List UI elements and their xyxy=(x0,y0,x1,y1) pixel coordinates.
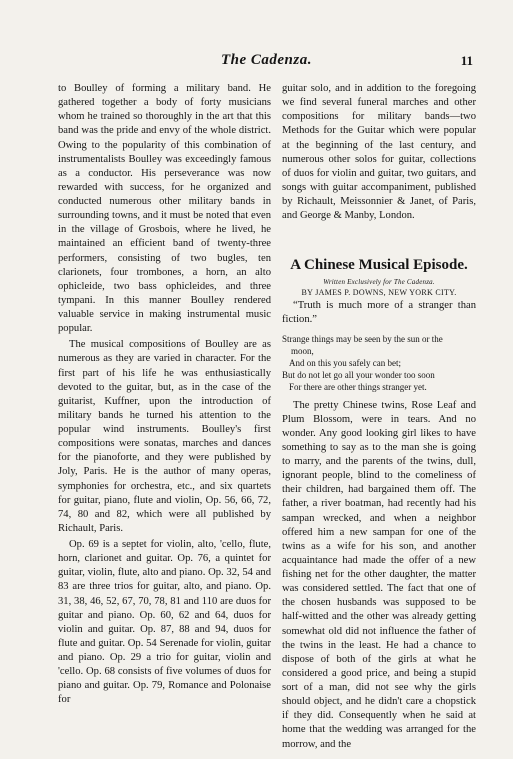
continued-paragraph: guitar solo, and in addition to the foregoing we find several funeral marches and other compositions for military bands—two Methods for the Guitar which were popular at the beginning of the last century, and numerous other solos for guitar, collections of duos for violin and guitar, two guitars, and songs with guitar accompaniment, published by Richault, Meissonnier & Janet, of Paris, and George & Manby, London. xyxy=(282,83,476,222)
epigraph: “Truth is much more of a stranger than fiction.” xyxy=(282,300,476,326)
paragraph: The musical compositions of Boulley are as numerous as they are varied in character. For the first part of his life he was enthusiastically devoted to the guitar, but, as in the case of the guitarist, Kuffner, upon the introduction of military bands he turned his attention to the popular wind instruments. Boulley's first compositions were sonatas, marches and dances for the pianoforte, and they were published by Joly, Paris. He is the author of many operas, symphonies for orchestra, etc., and six quartets for guitar, piano, flute and violin, Op. 56, 66, 72, 74, 80 and 82, which were all published by Richault, Paris. xyxy=(58,339,271,534)
page-number: 11 xyxy=(460,53,473,68)
right-column xyxy=(282,82,476,752)
poem-line: And on this you safely can bet; xyxy=(289,357,401,368)
article-note: Written Exclusively for The Cadenza. xyxy=(323,278,435,287)
article-title: A Chinese Musical Episode. xyxy=(290,257,468,274)
running-header xyxy=(60,52,473,72)
poem xyxy=(282,333,476,393)
left-column xyxy=(58,82,271,708)
paragraph: to Boulley of forming a military band. He gathered together a body of forty musicians whom he trained so thoroughly in the art that this band was the pride and envy of the whole district. Owing to the popularity of this combination of instrumentalists Boulley was exceedingly famous as a conductor. His perseverance was now rewarded with success, for he organized and conducted numerous other military bands in surrounding towns, and it must be noted that even in the village of Grosbois, where he lived, he maintained an efficient band of twenty-three performers, consisting of two bugles, ten clarionets, four trombones, a horn, an alto ophicleide, two bass ophicleides, and three tympani. In this manner Boulley rendered valuable service in making instrumental music popular. xyxy=(58,83,271,335)
article-body: The pretty Chinese twins, Rose Leaf and Plum Blossom, were in tears. And no wonder. Any good looking girl likes to have something to say as to the man she is going to marry, and the parents of the twins, dull, ignorant people, blind to the comeliness of their children, had bargained them off. The father, a river boatman, had recently had his sampan wrecked, and when a neighbor offered him a new sampan for one of the twins as a wife for his son, and another acquaintance had made the offer of a new fishing net for the other daughter, the matter was considered settled. The fact that one of the chosen husbands was supposed to be half-witted and the other was already getting somewhat old did not influence the father of the twins in the least. He had a chance to dispose of both of the girls at what he considered a good price, and being a stupid sort of a man, did not see why the girls should object, and he didn't care a chopstick if they did. Consequently when he said at home that the wedding was arranged for the morrow, and the xyxy=(282,399,476,750)
poem-line: moon, xyxy=(291,345,314,356)
magazine-title: The Cadenza. xyxy=(220,52,312,68)
poem-line: For there are other things stranger yet. xyxy=(289,381,427,392)
poem-line: Strange things may be seen by the sun or the xyxy=(282,333,443,344)
article-byline: BY JAMES P. DOWNS, NEW YORK CITY. xyxy=(301,288,457,298)
poem-line: But do not let go all your wonder too soon xyxy=(282,369,435,380)
paragraph: Op. 69 is a septet for violin, alto, 'cello, flute, horn, clarionet and guitar. Op. 76, a quintet for guitar, violin, flute, alto and piano. Op. 32, 54 and 83 are three trios for guitar, alto, and piano. Op. 31, 38, 46, 52, 67, 70, 78, 81 and 110 are duos for guitar and piano. Op. 60, 62 and 64, duos for violin and guitar. Op. 87, 88 and 94, duos for flute and guitar. Op. 54 Serenade for violin, guitar and piano. Op. 29 a trio for guitar, violin and 'cello. Op. 68 consists of five volumes of duos for piano and guitar. Op. 79, Romance and Polonaise for xyxy=(58,539,271,706)
